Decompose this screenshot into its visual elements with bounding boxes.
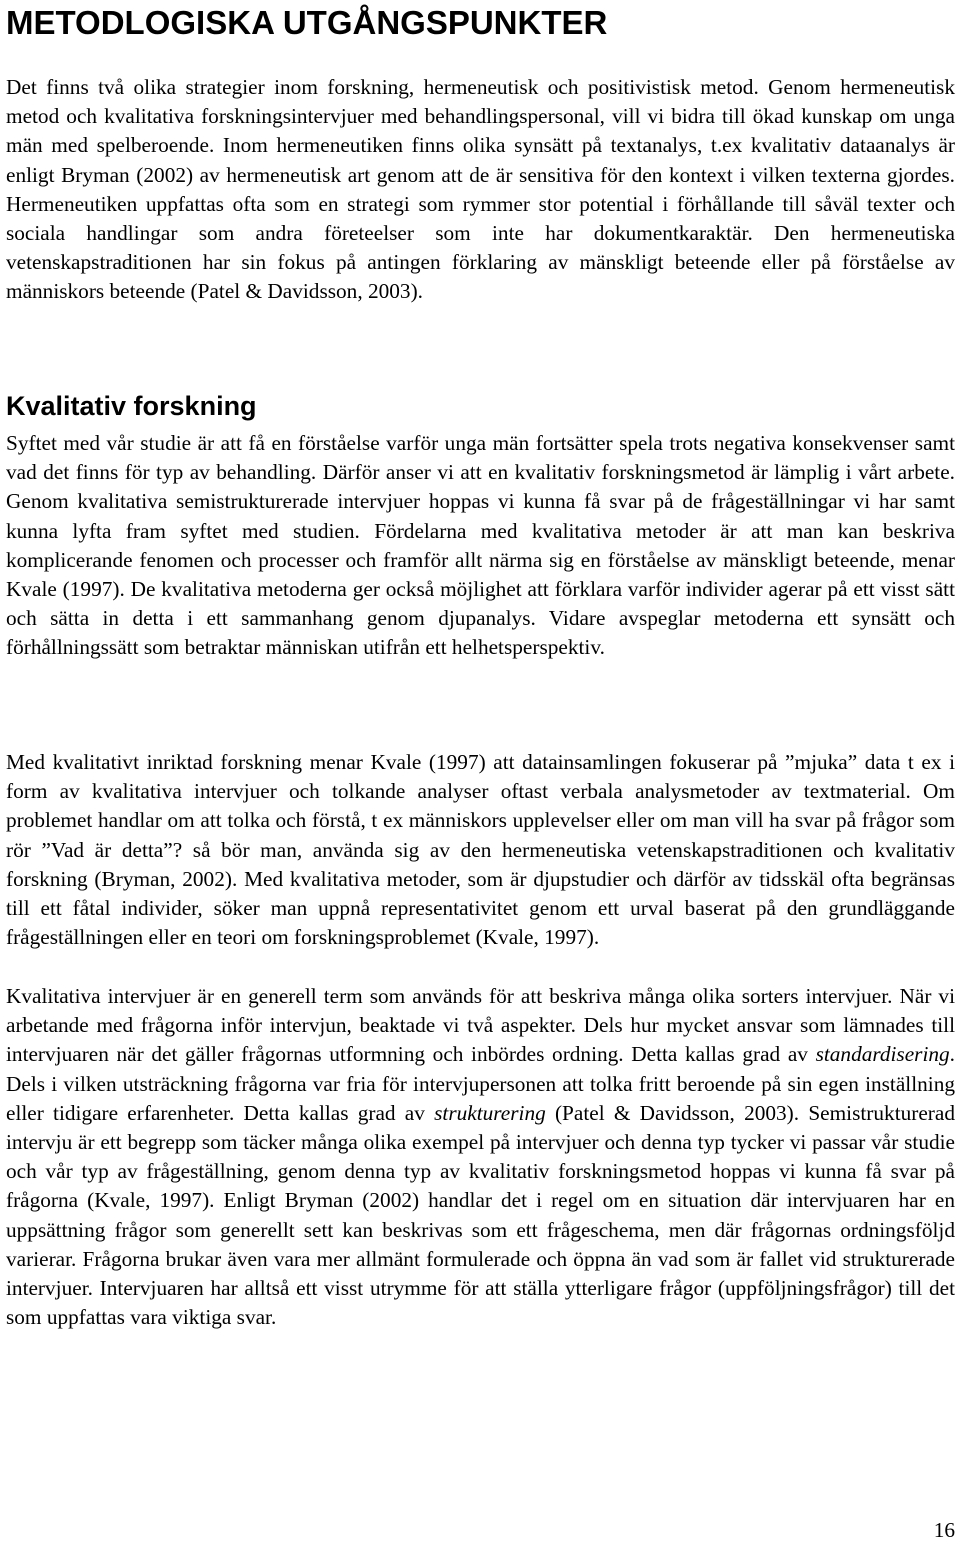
page-number: 16 [933, 1518, 955, 1542]
italic-term-standardisering: standardisering [815, 1042, 950, 1067]
paragraph-qualitative-research: Med kvalitativt inriktad forskning menar Kvale (1997) att datainsamlingen fokuserar på ”mjuka” data t ex i form av kvalitativa intervjuer och tolkande analyser oftast verbala analysmetoder av textmaterial. Om problemet handlar om att tolka och förstå, t ex människors upplevelser eller om man vill ha svar på frågor som rör ”Vad är detta”? så bör man, använda sig av den hermeneutiska vetenskapstraditionen och kvalitativ forskning (Bryman, 2002). Med kvalitativa metoder, som är djupstudier och därför av tidsskäl ofta begränsas till ett fåtal individer, söker man uppnå representativitet genom ett urval baserat på den grundläggande frågeställningen eller en teori om forskningsproblemet (Kvale, 1997). [6, 750, 955, 950]
section-heading: Kvalitativ forskning [6, 391, 257, 421]
paragraph-qualitative-interviews [6, 982, 955, 1332]
paragraph-hermeneutic-method: Det finns två olika strategier inom forskning, hermeneutisk och positivistisk metod. Genom hermeneutisk metod och kvalitativa forskningsintervjuer med behandlingspersonal, vill vi bidra till ökad kunskap om unga män med spelberoende. Inom hermeneutiken finns olika synsätt på textanalys, t.ex kvalitativ dataanalys är enligt Bryman (2002) av hermeneutisk art genom att de är sensitiva för den kontext i vilken texterna gjordes. Hermeneutiken uppfattas ofta som en strategi som rymmer stor potential i förhållande till såväl texter och sociala handlingar som andra företeelser som inte har dokumentkaraktär. Den hermeneutiska vetenskapstraditionen har sin fokus på antingen förklaring av mänskligt beteende eller på förståelse av människors beteende (Patel & Davidsson, 2003). [6, 75, 955, 304]
italic-term-strukturering: strukturering [434, 1100, 546, 1125]
paragraph-qualitative-purpose: Syftet med vår studie är att få en förståelse varför unga män fortsätter spela trots negativa konsekvenser samt vad det finns för typ av behandling. Därför anser vi att en kvalitativ forskningsmetod är lämplig i vårt arbete. Genom kvalitativa semistrukturerade intervjuer hoppas vi kunna få svar på de frågeställningar vi har samt kunna lyfta fram syftet med studien. Fördelarna med kvalitativa metoder är att man kan beskriva komplicerande fenomen och processer och framför allt närma sig en förståelse av mänskligt beteende, menar Kvale (1997). De kvalitativa metoderna ger också möjlighet att förklara varför individer agerar på ett visst sätt och sätta in detta i ett sammanhang genom djupanalys. Vidare avspeglar metoderna ett synsätt och förhållningssätt som betraktar människan utifrån ett helhetsperspektiv. [6, 431, 955, 660]
paragraph-text: (Patel & Davidsson, 2003). Semistrukturerad intervju är ett begrepp som täcker många olika exempel på intervjuer och denna typ tycker vi passar vår studie och vår typ av frågeställning, genom denna typ av kvalitativ forskningsmetod hoppas vi kunna få svar på frågorna (Kvale, 1997). Enligt Bryman (2002) handlar det i regel om en situation där intervjuaren har en uppsättning frågor som generellt sett kan beskrivas som ett frågeschema, men där frågornas ordningsföljd varierar. Frågorna brukar även vara mer allmänt formulerade och öppna än vad som är fallet vid strukturerade intervjuer. Intervjuaren har alltså ett visst utrymme för att ställa ytterligare frågor (uppföljningsfrågor) till det som uppfattas vara viktiga svar. [6, 1100, 955, 1330]
paragraph-text: . Dels i vilken utsträckning frågorna var fria för intervjupersonen att tolka fritt beroende på sin egen inställning eller tidigare erfarenheter. Detta kallas grad av [6, 1042, 955, 1125]
paragraph-text: Kvalitativa intervjuer är en generell term som används för att beskriva många olika sorters intervjuer. När vi arbetande med frågorna inför intervjun, beaktade vi två aspekter. Dels hur mycket ansvar som lämnades till intervjuaren när det gäller frågornas utformning och inbördes ordning. Detta kallas grad av [6, 984, 955, 1067]
page-title: METODLOGISKA UTGÅNGSPUNKTER [6, 4, 608, 41]
